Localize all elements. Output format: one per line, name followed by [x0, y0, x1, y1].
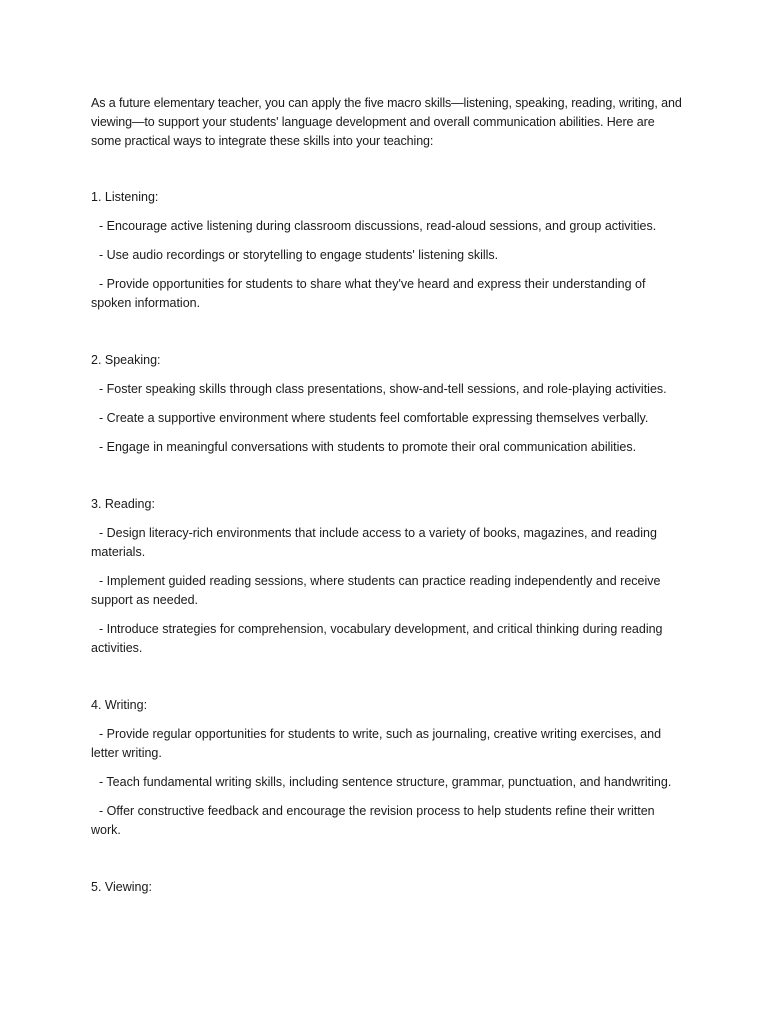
section-heading: 1. Listening:: [91, 190, 159, 204]
section-reading: [91, 495, 683, 658]
bullet-item: - Use audio recordings or storytelling to engage students' listening skills.: [99, 248, 499, 262]
bullet-item: - Create a supportive environment where students feel comfortable expressing themselves verbally.: [99, 411, 649, 425]
section-listening: [91, 188, 683, 313]
section-heading: 4. Writing:: [91, 698, 148, 712]
bullet-item: - Provide regular opportunities for students to write, such as journaling, creative writing exercises, and letter writing.: [91, 727, 662, 760]
section-viewing: [91, 878, 683, 897]
bullet-item: - Design literacy-rich environments that include access to a variety of books, magazines, and reading materials.: [91, 526, 657, 559]
bullet-item: - Encourage active listening during classroom discussions, read-aloud sessions, and group activities.: [99, 219, 657, 233]
bullet-item: - Provide opportunities for students to share what they've heard and express their understanding of spoken information.: [91, 277, 646, 310]
bullet-item: - Offer constructive feedback and encourage the revision process to help students refine their written work.: [91, 804, 655, 837]
bullet-item: - Teach fundamental writing skills, including sentence structure, grammar, punctuation, and handwriting.: [99, 775, 672, 789]
section-heading: 5. Viewing:: [91, 880, 152, 894]
section-heading: 2. Speaking:: [91, 353, 161, 367]
bullet-item: - Engage in meaningful conversations with students to promote their oral communication abilities.: [99, 440, 637, 454]
bullet-item: - Introduce strategies for comprehension, vocabulary development, and critical thinking during reading activities.: [91, 622, 663, 655]
intro-paragraph: As a future elementary teacher, you can apply the five macro skills—listening, speaking, reading, writing, and viewing—to support your students' language development and overall communication abilities. Here are some practical ways to integrate these skills into your teaching:: [91, 96, 682, 148]
section-heading: 3. Reading:: [91, 497, 155, 511]
document-page: [91, 94, 683, 907]
bullet-item: - Implement guided reading sessions, where students can practice reading independently and receive support as needed.: [91, 574, 661, 607]
section-speaking: [91, 351, 683, 457]
bullet-item: - Foster speaking skills through class presentations, show-and-tell sessions, and role-playing activities.: [99, 382, 667, 396]
section-writing: [91, 696, 683, 840]
